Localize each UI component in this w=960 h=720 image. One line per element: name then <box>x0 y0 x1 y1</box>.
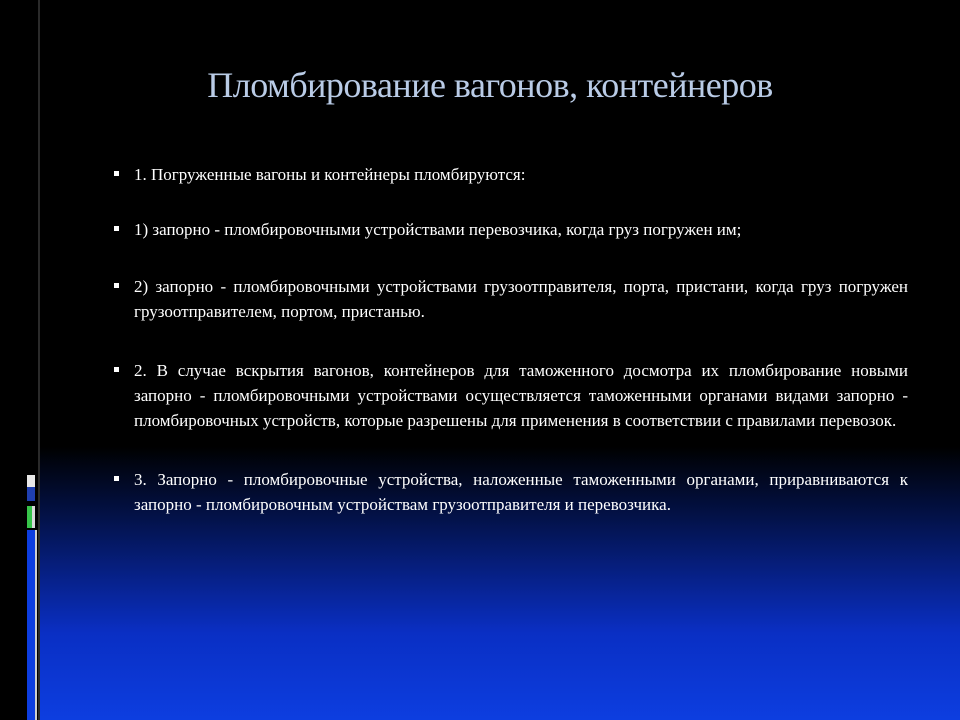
bullet-text: 3. Запорно - пломбировочные устройства, наложенные таможенными органами, приравниваются к запорно - пломбировочным устройствам грузоотправителя и перевозчика. <box>134 470 908 514</box>
decorative-bar-line <box>35 530 37 720</box>
bullet-item <box>112 358 908 433</box>
decorative-bar-green <box>27 506 32 528</box>
bullet-icon <box>114 367 119 372</box>
bullet-item <box>112 162 908 187</box>
bullet-item <box>112 217 908 242</box>
slide-content <box>112 162 908 517</box>
bullet-item <box>112 274 908 324</box>
bullet-icon <box>114 476 119 481</box>
bullet-text: 2. В случае вскрытия вагонов, контейнеров для таможенного досмотра их пломбирование новыми запорно - пломбировочными устройствами осуществляется таможенными органами видами запорно - пломбировочных устройств, которые разрешены для применения в соответствии с правилами перевозок. <box>134 361 908 430</box>
bullet-text: 1. Погруженные вагоны и контейнеры пломбируются: <box>134 165 526 184</box>
bullet-text: 1) запорно - пломбировочными устройствами перевозчика, когда груз погружен им; <box>134 220 742 239</box>
bullet-text: 2) запорно - пломбировочными устройствами грузоотправителя, порта, пристани, когда груз погружен грузоотправителем, портом, пристанью. <box>134 277 908 321</box>
decorative-bar-blue <box>27 487 35 501</box>
bullet-icon <box>114 226 119 231</box>
decorative-bar-blue <box>27 530 35 720</box>
bullet-item <box>112 467 908 517</box>
bullet-icon <box>114 283 119 288</box>
left-strip-edge <box>38 0 40 720</box>
bullet-icon <box>114 171 119 176</box>
slide-title: Пломбирование вагонов, контейнеров <box>207 65 773 105</box>
